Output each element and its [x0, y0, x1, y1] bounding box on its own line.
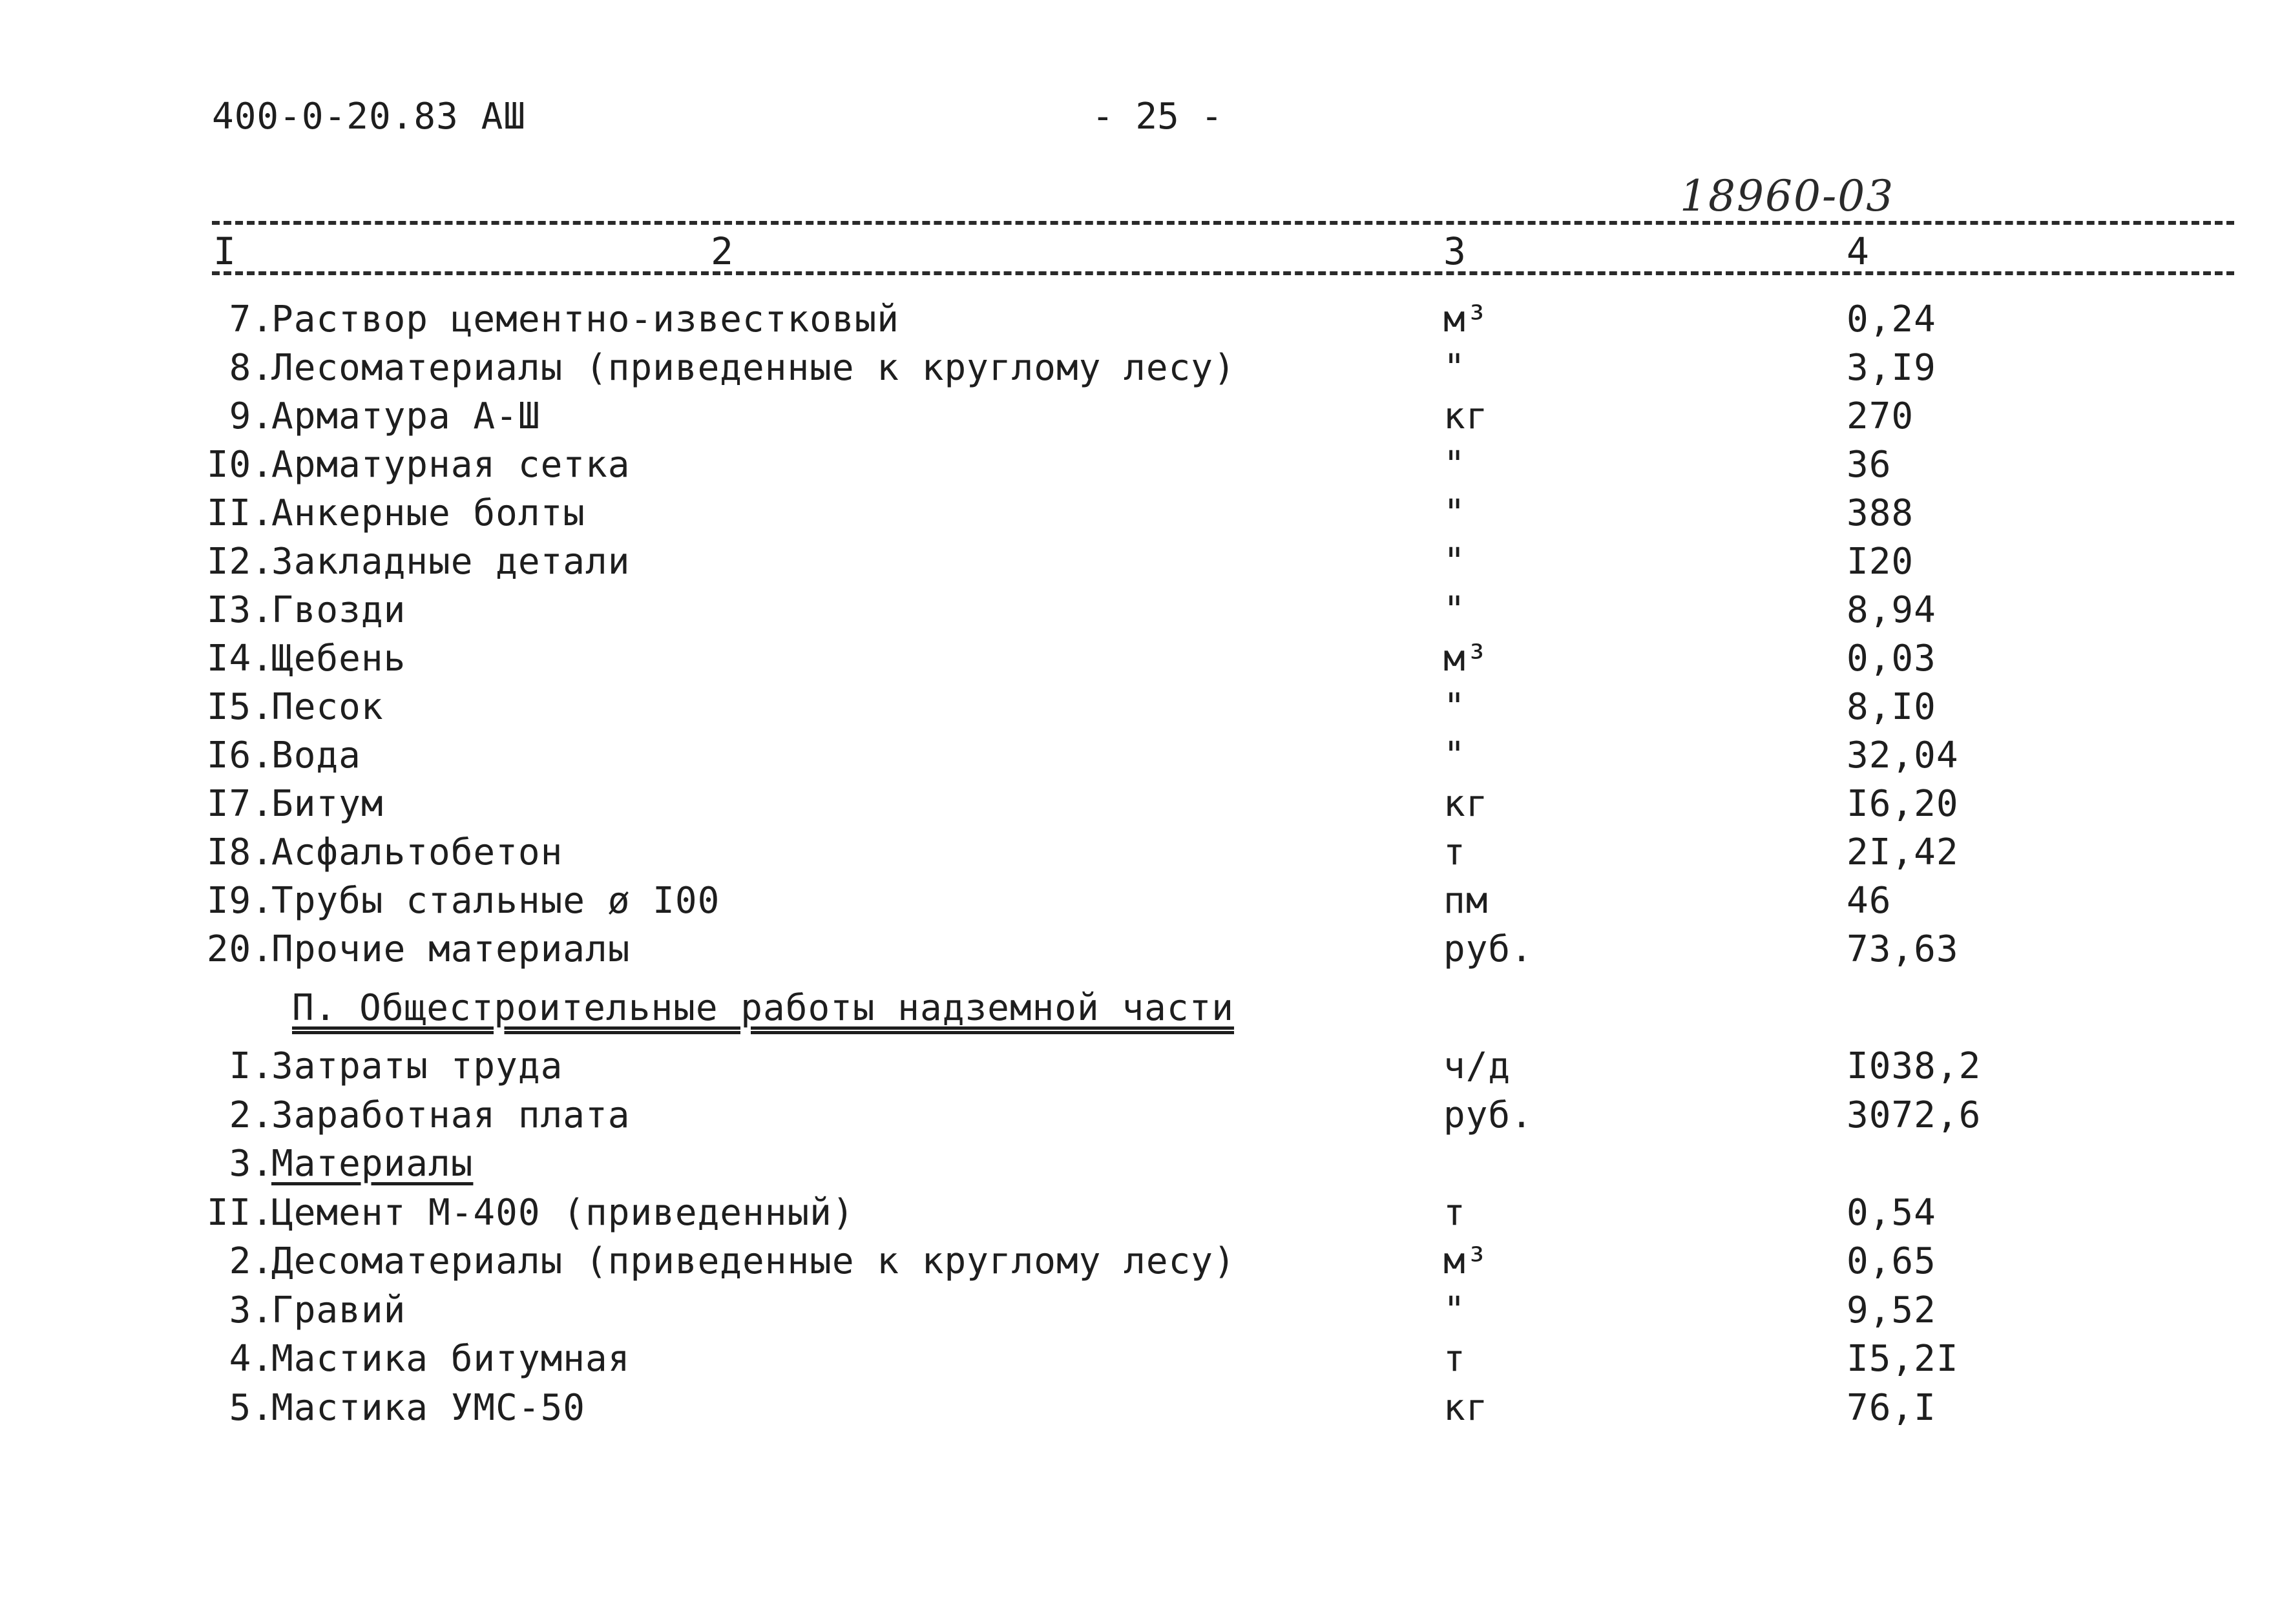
- unit-cell: м³: [1443, 1240, 1489, 1282]
- row-number: 8.: [229, 347, 274, 389]
- unit-cell: т: [1443, 1338, 1466, 1380]
- table-row: [0, 1387, 2282, 1433]
- item-name: Материалы: [271, 1143, 474, 1185]
- unit-cell: руб.: [1443, 928, 1533, 970]
- row-number: 7.: [229, 298, 274, 340]
- value-cell: 73,63: [1847, 928, 1959, 970]
- table-row: [0, 686, 2282, 733]
- item-name: Песок: [271, 686, 384, 728]
- item-name: Анкерные болты: [271, 492, 586, 534]
- row-number: I0.: [206, 444, 274, 486]
- table-row: [0, 928, 2282, 975]
- row-number: 20.: [206, 928, 274, 970]
- value-cell: 3072,6: [1847, 1094, 1982, 1136]
- unit-cell: ": [1443, 589, 1466, 631]
- item-name: Десоматериалы (приведенные к круглому лесу): [271, 1240, 1236, 1282]
- column-header-3: 3: [1443, 229, 1466, 273]
- unit-cell: ": [1443, 541, 1466, 583]
- item-name: Лесоматериалы (приведенные к круглому лесу): [271, 347, 1236, 389]
- row-number: I5.: [206, 686, 274, 728]
- table-row: [0, 1240, 2282, 1287]
- table-row: [0, 880, 2282, 926]
- unit-cell: кг: [1443, 783, 1489, 825]
- table-row: [0, 1143, 2282, 1189]
- item-name: Гравий: [271, 1289, 406, 1331]
- row-number: I3.: [206, 589, 274, 631]
- value-cell: 46: [1847, 880, 1892, 922]
- value-cell: 0,65: [1847, 1240, 1936, 1282]
- value-cell: 32,04: [1847, 734, 1959, 776]
- row-number: I8.: [206, 831, 274, 873]
- value-cell: I6,20: [1847, 783, 1959, 825]
- unit-cell: ": [1443, 686, 1466, 728]
- row-number: 2.: [229, 1240, 274, 1282]
- unit-cell: ": [1443, 492, 1466, 534]
- table-row: [0, 444, 2282, 490]
- unit-cell: м³: [1443, 298, 1489, 340]
- unit-cell: ч/д: [1443, 1045, 1511, 1087]
- value-cell: 8,94: [1847, 589, 1936, 631]
- document-code: 400-0-20.83 АШ: [212, 96, 527, 138]
- row-number: I7.: [206, 783, 274, 825]
- value-cell: I5,2I: [1847, 1338, 1959, 1380]
- unit-cell: пм: [1443, 880, 1489, 922]
- unit-cell: ": [1443, 347, 1466, 389]
- unit-cell: руб.: [1443, 1094, 1533, 1136]
- page-number: - 25 -: [1092, 96, 1223, 138]
- item-name: Мастика битумная: [271, 1338, 631, 1380]
- row-number: 3.: [229, 1289, 274, 1331]
- value-cell: 0,03: [1847, 638, 1936, 680]
- unit-cell: кг: [1443, 1386, 1489, 1429]
- value-cell: 9,52: [1847, 1289, 1936, 1331]
- row-number: 3.: [229, 1143, 274, 1185]
- value-cell: 388: [1847, 492, 1914, 534]
- table-row: [0, 1338, 2282, 1384]
- unit-cell: т: [1443, 1191, 1466, 1234]
- column-header-2: 2: [711, 229, 733, 273]
- row-number: 5.: [229, 1386, 274, 1429]
- row-number: 9.: [229, 395, 274, 437]
- row-number: I9.: [206, 880, 274, 922]
- item-name: Раствор цементно-известковый: [271, 298, 900, 340]
- value-cell: 270: [1847, 395, 1914, 437]
- table-row: [0, 541, 2282, 587]
- table-top-rule: [212, 221, 2234, 225]
- row-number: I2.: [206, 541, 274, 583]
- item-name: Арматура А-Ш: [271, 395, 541, 437]
- row-number: II.: [206, 492, 274, 534]
- unit-cell: ": [1443, 734, 1466, 776]
- item-name: Битум: [271, 783, 384, 825]
- item-name: Затраты труда: [271, 1045, 563, 1087]
- row-number: I4.: [206, 638, 274, 680]
- value-cell: I038,2: [1847, 1045, 1982, 1087]
- table-row: [0, 395, 2282, 442]
- value-cell: 36: [1847, 444, 1892, 486]
- item-name: Цемент М-400 (приведенный): [271, 1191, 855, 1234]
- row-number: I6.: [206, 734, 274, 776]
- column-header-4: 4: [1847, 229, 1869, 273]
- column-header-1: I: [213, 229, 236, 273]
- row-number: 4.: [229, 1338, 274, 1380]
- item-name: Прочие материалы: [271, 928, 631, 970]
- table-row: [0, 638, 2282, 684]
- table-row: [0, 1094, 2282, 1141]
- table-row: [0, 734, 2282, 781]
- table-row: [0, 831, 2282, 878]
- table-row: [0, 1192, 2282, 1238]
- item-name: Заработная плата: [271, 1094, 631, 1136]
- row-number: II.: [206, 1191, 274, 1234]
- table-row: [0, 347, 2282, 393]
- item-name: Арматурная сетка: [271, 444, 631, 486]
- item-name: Мастика УМС-50: [271, 1386, 586, 1429]
- row-number: I.: [229, 1045, 274, 1087]
- handwritten-note: 18960-03: [1680, 171, 1895, 221]
- item-name: Закладные детали: [271, 541, 631, 583]
- table-row: [0, 589, 2282, 636]
- item-name: Вода: [271, 734, 361, 776]
- value-cell: 2I,42: [1847, 831, 1959, 873]
- unit-cell: т: [1443, 831, 1466, 873]
- unit-cell: ": [1443, 1289, 1466, 1331]
- item-name: Гвозди: [271, 589, 406, 631]
- item-name: Щебень: [271, 638, 406, 680]
- row-number: 2.: [229, 1094, 274, 1136]
- table-row: [0, 1045, 2282, 1092]
- value-cell: 8,I0: [1847, 686, 1936, 728]
- value-cell: 3,I9: [1847, 347, 1936, 389]
- table-header-rule: [212, 271, 2234, 275]
- table-row: [0, 492, 2282, 539]
- table-row: [0, 783, 2282, 829]
- item-name: Асфальтобетон: [271, 831, 563, 873]
- value-cell: 76,I: [1847, 1386, 1936, 1429]
- item-name: Трубы стальные ø I00: [271, 880, 720, 922]
- value-cell: 0,54: [1847, 1191, 1936, 1234]
- value-cell: I20: [1847, 541, 1914, 583]
- table-row: [0, 298, 2282, 345]
- value-cell: 0,24: [1847, 298, 1936, 340]
- unit-cell: ": [1443, 444, 1466, 486]
- unit-cell: м³: [1443, 638, 1489, 680]
- table-row: [0, 1289, 2282, 1336]
- section-title: П. Общестроительные работы надземной части: [292, 987, 1235, 1029]
- unit-cell: кг: [1443, 395, 1489, 437]
